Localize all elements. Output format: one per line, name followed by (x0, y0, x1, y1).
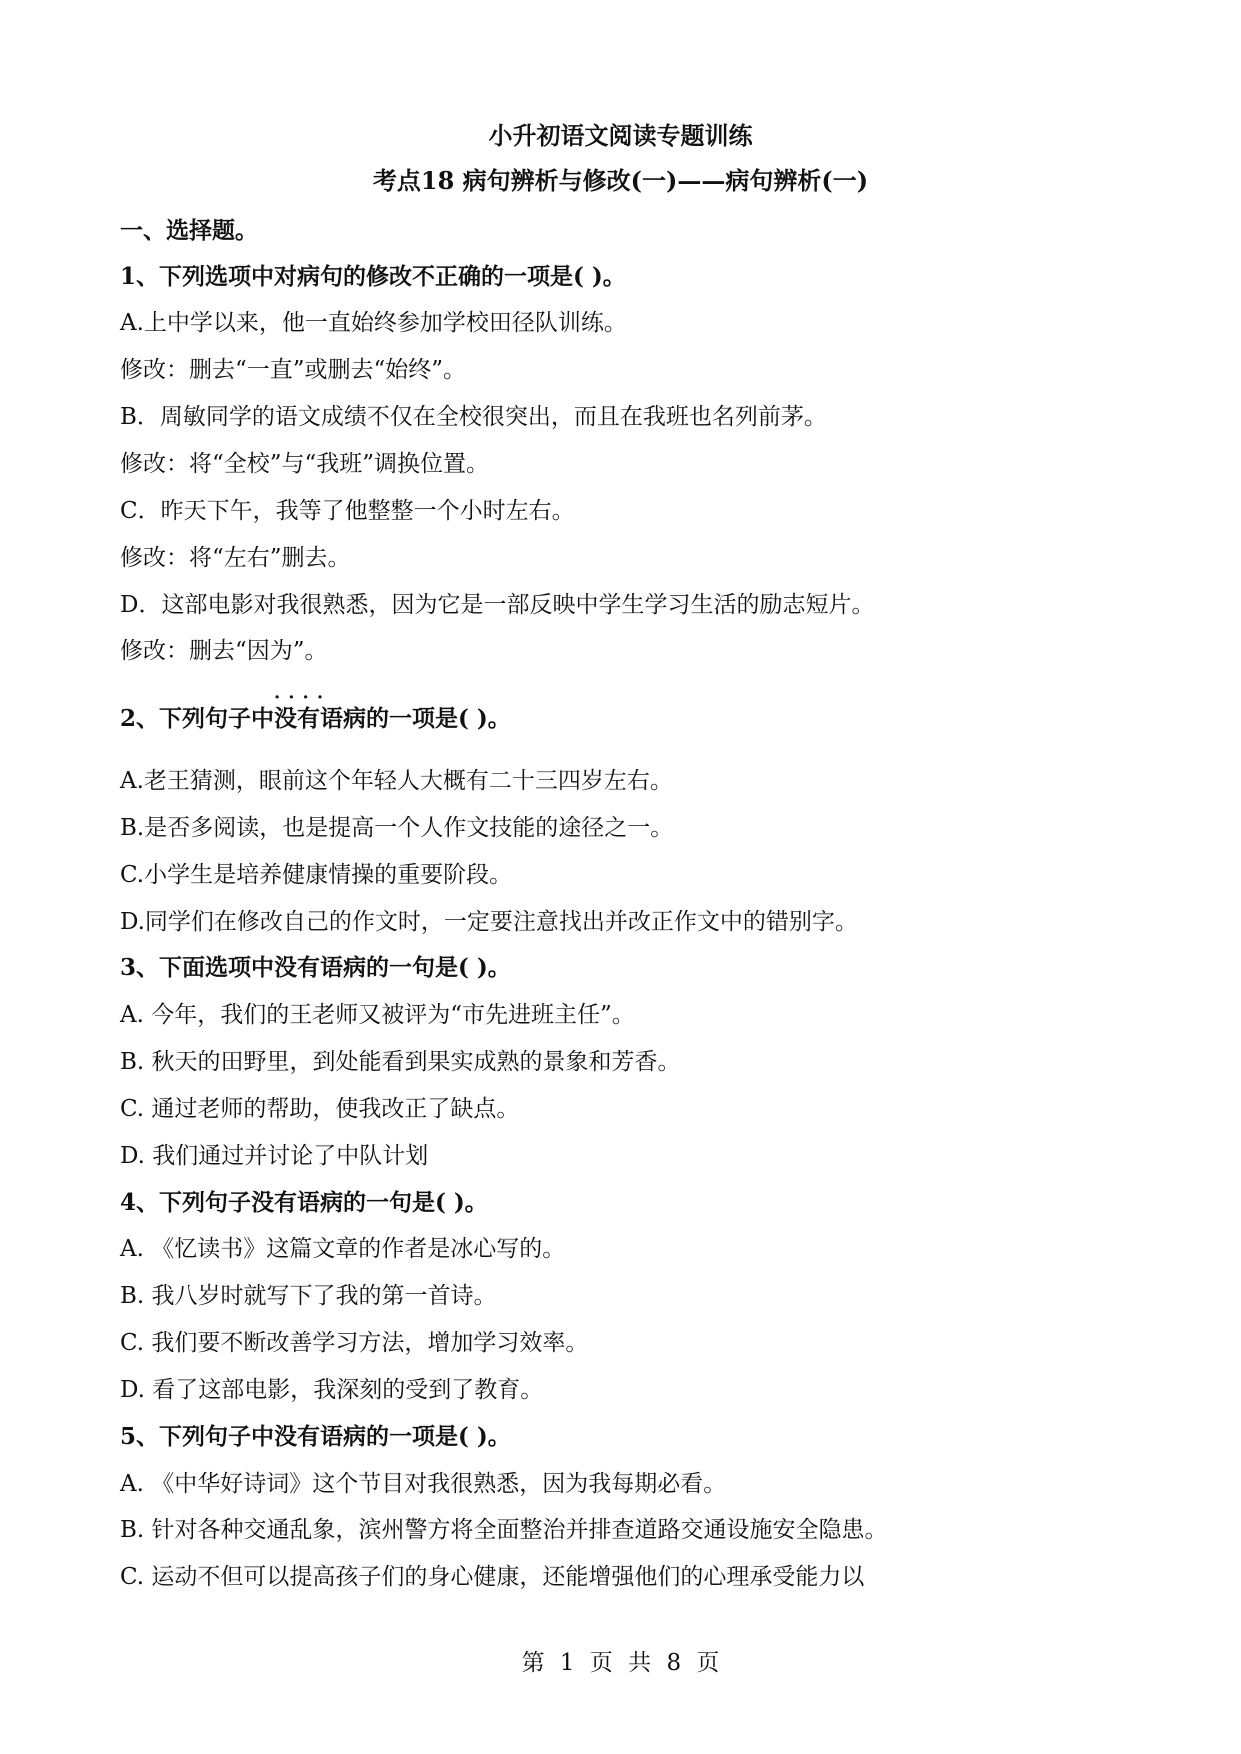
page-title: 小升初语文阅读专题训练 (488, 121, 753, 150)
question-1-stem: 1、下列选项中对病句的修改不正确的一项是( )。 (120, 263, 626, 290)
question-1-revision-d: 修改：删去“因为”。 (120, 638, 328, 664)
question-1-option-b: B．周敏同学的语文成绩不仅在全校很突出，而且在我班也名列前茅。 (120, 404, 827, 430)
question-1-option-c: C．昨天下午，我等了他整整一个小时左右。 (120, 498, 575, 524)
question-2-option-c: C.小学生是培养健康情操的重要阶段。 (120, 862, 513, 888)
question-4-option-a: A. 《忆读书》这篇文章的作者是冰心写的。 (120, 1236, 566, 1262)
question-3-option-c: C. 通过老师的帮助，使我改正了缺点。 (120, 1096, 520, 1122)
question-5-option-b: B. 针对各种交通乱象，滨州警方将全面整治并排查道路交通设施安全隐患。 (120, 1517, 888, 1543)
question-2-option-d: D.同学们在修改自己的作文时，一定要注意找出并改正作文中的错别字。 (120, 909, 858, 935)
question-2-stem-start: 2、下列句子中 (120, 705, 275, 732)
question-2-stem-end: 的一项是( )。 (366, 705, 511, 732)
question-2-option-b: B.是否多阅读，也是提高一个人作文技能的途径之一。 (120, 815, 674, 841)
question-3-stem: 3、下面选项中没有语病的一句是( )。 (120, 954, 511, 981)
question-2-option-a: A.老王猜测，眼前这个年轻人大概有二十三四岁左右。 (120, 768, 673, 794)
question-1-option-a: A.上中学以来，他一直始终参加学校田径队训练。 (120, 310, 627, 336)
question-4-option-c: C. 我们要不断改善学习方法，增加学习效率。 (120, 1330, 589, 1356)
question-4-option-b: B. 我八岁时就写下了我的第一首诗。 (120, 1283, 497, 1309)
question-3-option-b: B. 秋天的田野里，到处能看到果实成熟的景象和芳香。 (120, 1049, 681, 1075)
question-2-emphasis-text: 没有语病 (274, 705, 367, 732)
question-3-option-d: D. 我们通过并讨论了中队计划 (120, 1143, 429, 1169)
question-4-stem: 4、下列句子没有语病的一句是( )。 (120, 1189, 488, 1216)
question-1-option-d: D．这部电影对我很熟悉，因为它是一部反映中学生学习生活的励志短片。 (120, 592, 875, 618)
question-1-revision-c: 修改：将“左右”删去。 (120, 545, 351, 571)
section-heading: 一、选择题。 (120, 217, 258, 244)
question-5-stem: 5、下列句子中没有语病的一项是( )。 (120, 1423, 511, 1450)
emphasis-dots: ···· (274, 687, 332, 708)
question-1-revision-b: 修改：将“全校”与“我班”调换位置。 (120, 451, 490, 477)
question-5-option-a: A. 《中华好诗词》这个节目对我很熟悉，因为我每期必看。 (120, 1471, 727, 1497)
question-2-stem-emphasis (274, 687, 367, 732)
question-4-option-d: D. 看了这部电影，我深刻的受到了教育。 (120, 1377, 544, 1403)
question-1-revision-a: 修改：删去“一直”或删去“始终”。 (120, 357, 467, 383)
question-5-option-c: C. 运动不但可以提高孩子们的身心健康，还能增强他们的心理承受能力以 (120, 1564, 865, 1590)
page-subtitle: 考点18 病句辨析与修改(一)——病句辨析(一) (372, 166, 869, 195)
question-2-stem (120, 687, 1130, 734)
page-number: 第 1 页 共 8 页 (521, 1650, 720, 1676)
question-3-option-a: A. 今年，我们的王老师又被评为“市先进班主任”。 (120, 1002, 635, 1028)
